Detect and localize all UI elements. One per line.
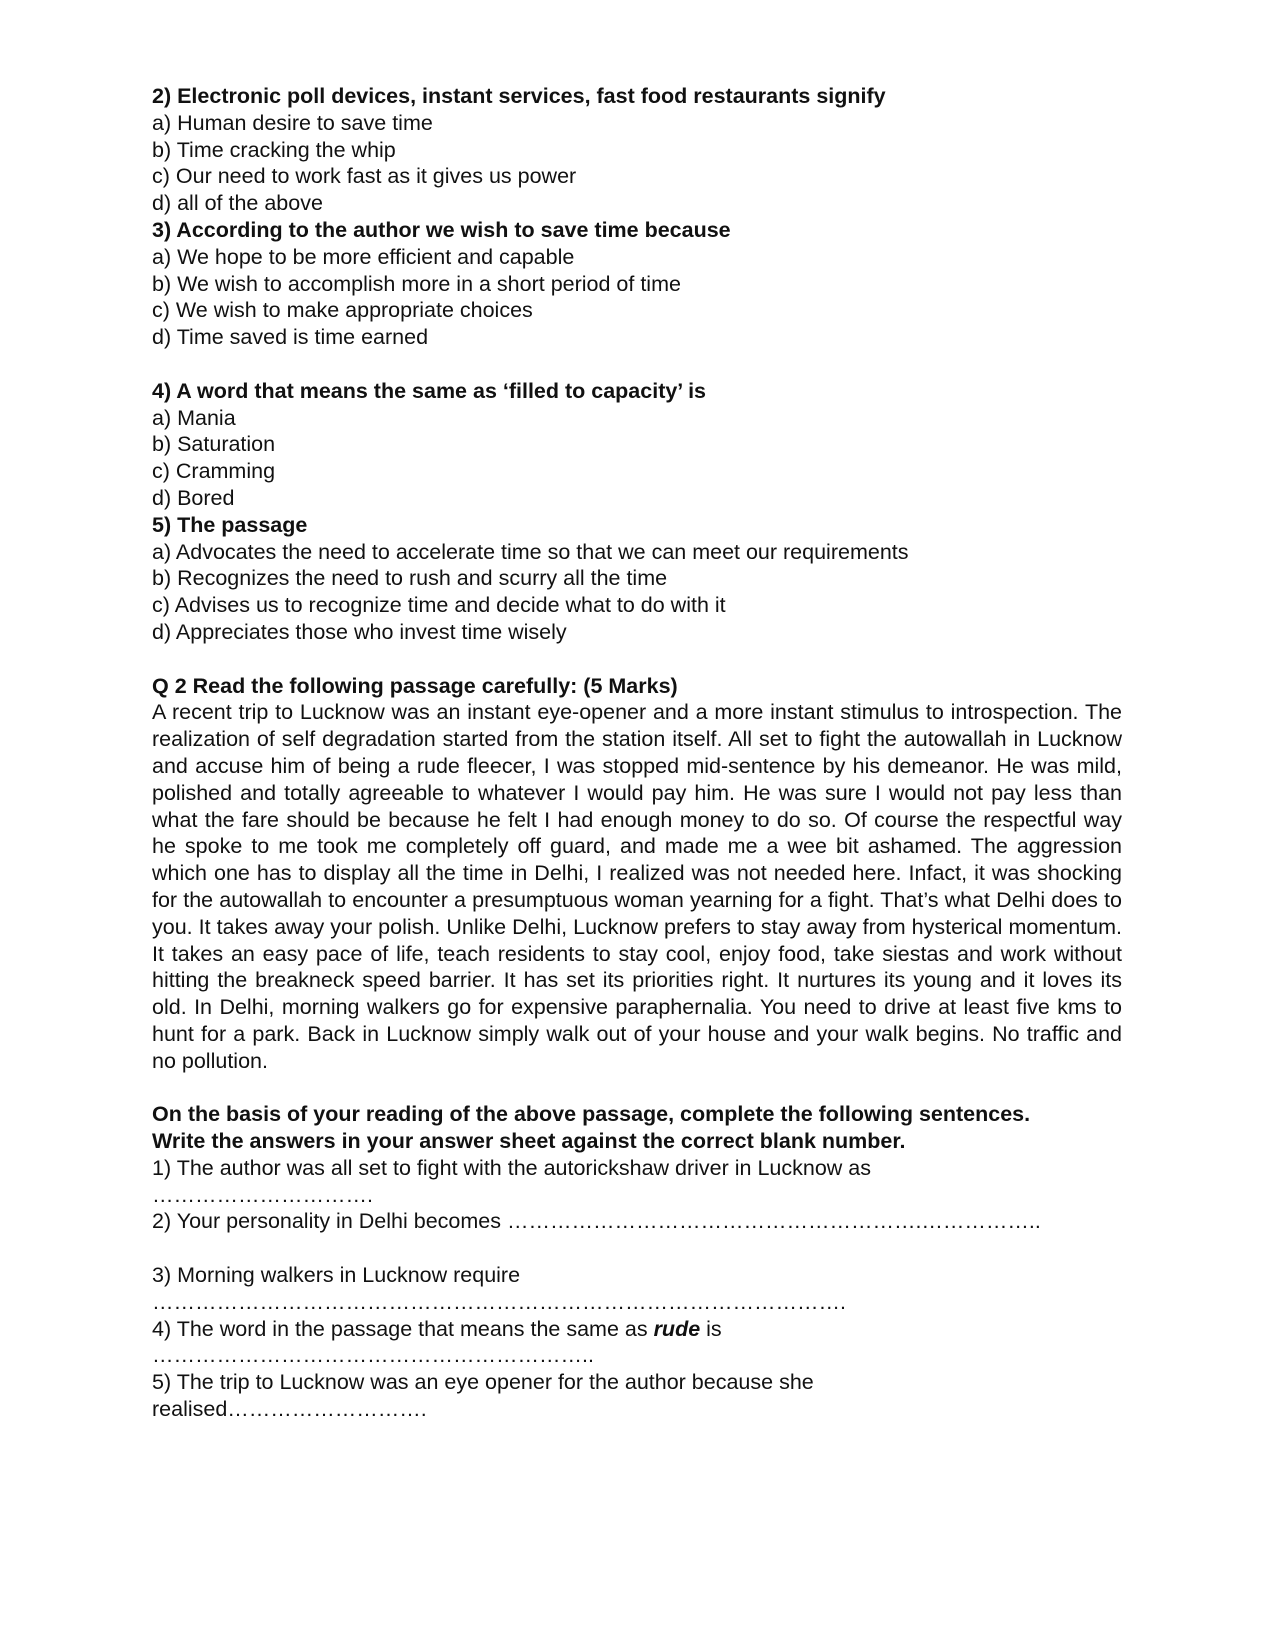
- sentence-1-blank: ………………………….: [152, 1182, 373, 1207]
- question-5-option-c: c) Advises us to recognize time and decide what to do with it: [152, 593, 726, 618]
- question-5-option-d: d) Appreciates those who invest time wisely: [152, 619, 567, 644]
- question-4-option-b: b) Saturation: [152, 432, 276, 457]
- question-2-option-a: a) Human desire to save time: [152, 110, 433, 135]
- sentence-4-suffix: is: [700, 1316, 722, 1341]
- sentence-3-text: 3) Morning walkers in Lucknow require: [152, 1263, 521, 1288]
- question-2-title: 2) Electronic poll devices, instant services, fast food restaurants signify: [152, 84, 886, 108]
- question-4-option-c: c) Cramming: [152, 459, 276, 484]
- question-5-title: 5) The passage: [152, 512, 308, 537]
- sentence-4-prefix: 4) The word in the passage that means the same as: [152, 1316, 654, 1341]
- instruction-line-1: On the basis of your reading of the above passage, complete the following sentences.: [152, 1102, 1031, 1127]
- question-2-option-b: b) Time cracking the whip: [152, 137, 396, 162]
- sentence-5-text: 5) The trip to Lucknow was an eye opener for the author because she: [152, 1370, 814, 1395]
- sentence-4-keyword: rude: [653, 1316, 701, 1341]
- reading-passage: A recent trip to Lucknow was an instant eye-opener and a more instant stimulus to introspection. The realization of self degradation started from the station itself. All set to fight the autowallah in Lucknow and accuse him of being a rude fleecer, I was stopped mid-sentence by his demeanor. He was mild, polished and totally agreeable to whatever I would pay him. He was sure I would not pay less than what the fare should be because he felt I had enough money to do so. Of course the respectful way he spoke to me took me completely off guard, and made me a wee bit ashamed. The aggression which one has to display all the time in Delhi, I realized was not needed here. Infact, it was shocking for the autowallah to encounter a presumptuous woman yearning for a fight. That’s what Delhi does to you. It takes away your polish. Unlike Delhi, Lucknow prefers to stay away from hysterical momentum. It takes an easy pace of life, teach residents to stay cool, enjoy food, take siestas and work without hitting the breakneck speed barrier. It has set its priorities right. It nurtures its young and it loves its old. In Delhi, morning walkers go for expensive paraphernalia. You need to drive at least five kms to hunt for a park. Back in Lucknow simply walk out of your house and your walk begins. No traffic and no pollution.: [152, 700, 1122, 1073]
- spacer: [152, 646, 1122, 673]
- question-2-option-c: c) Our need to work fast as it gives us power: [152, 164, 577, 189]
- sentence-1-text: 1) The author was all set to fight with the autorickshaw driver in Lucknow as: [152, 1155, 872, 1180]
- question-3-option-a: a) We hope to be more efficient and capable: [152, 244, 575, 269]
- sentence-3-blank: …………………………………………………………………………………….: [152, 1289, 846, 1314]
- section-2-heading: Q 2 Read the following passage carefully: (5 Marks): [152, 673, 678, 698]
- sentence-4-text: [152, 1316, 1122, 1343]
- question-5-option-a: a) Advocates the need to accelerate time so that we can meet our requirements: [152, 539, 909, 564]
- question-4-title: 4) A word that means the same as ‘filled to capacity’ is: [152, 378, 707, 403]
- question-2-option-d: d) all of the above: [152, 191, 323, 216]
- question-3-option-c: c) We wish to make appropriate choices: [152, 298, 533, 323]
- spacer: [152, 1235, 1122, 1262]
- question-3-option-d: d) Time saved is time earned: [152, 325, 429, 350]
- question-5-option-b: b) Recognizes the need to rush and scurry all the time: [152, 566, 668, 591]
- document-page: [152, 83, 1122, 1423]
- sentence-2-text: 2) Your personality in Delhi becomes ………………………………………………….……………..: [152, 1209, 1041, 1234]
- question-3-option-b: b) We wish to accomplish more in a short period of time: [152, 271, 681, 296]
- sentence-4-blank: ……………………………………………………..: [152, 1343, 594, 1368]
- question-4-option-d: d) Bored: [152, 485, 235, 510]
- instruction-line-2: Write the answers in your answer sheet against the correct blank number.: [152, 1129, 906, 1154]
- spacer: [152, 1074, 1122, 1101]
- question-4-option-a: a) Mania: [152, 405, 236, 430]
- spacer: [152, 351, 1122, 378]
- question-3-title: 3) According to the author we wish to save time because: [152, 217, 731, 242]
- sentence-5-blank: realised……………………….: [152, 1397, 427, 1422]
